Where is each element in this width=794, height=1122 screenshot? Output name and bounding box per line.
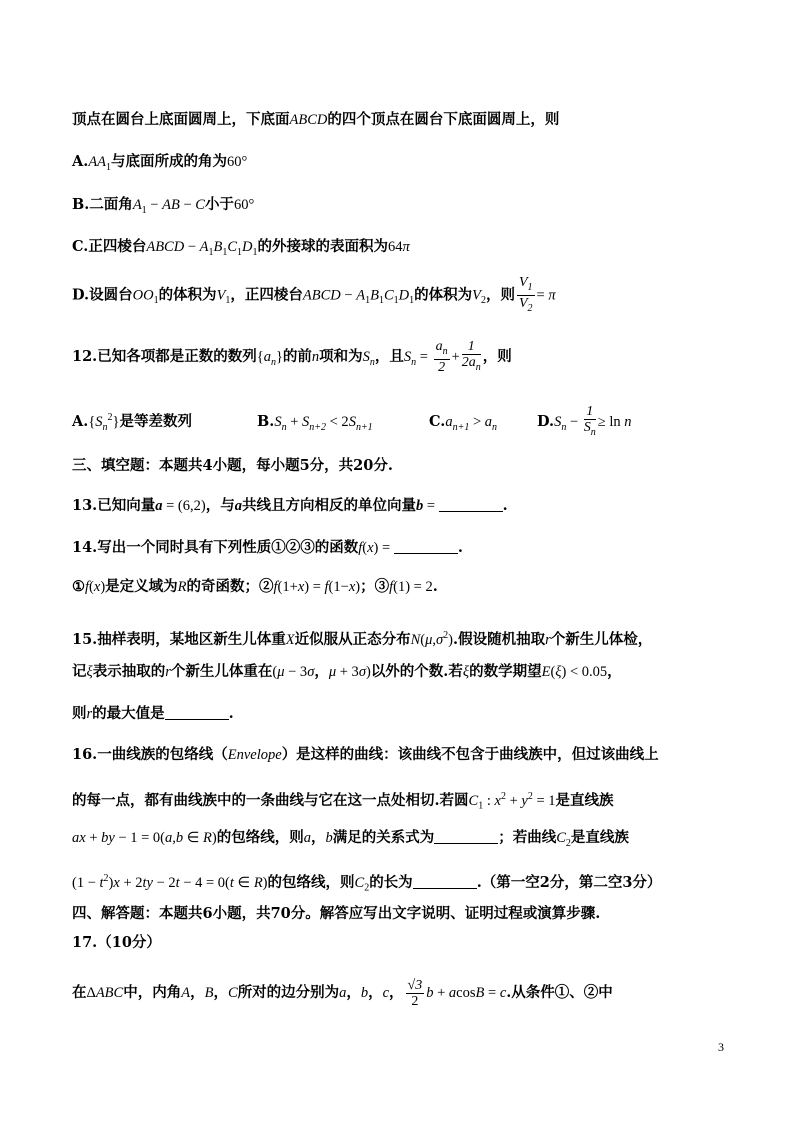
question-16-line-2: 的每一点，都有曲线族中的一条曲线与它在这一点处相切.若圆$C_1$ : $x^2 + y^2 = 1$是直线族	[72, 791, 614, 812]
section-3-heading: 三、填空题：本题共4小题，每小题5分，共20分.	[72, 457, 393, 474]
page-number: 3	[718, 1040, 724, 1054]
question-17-line-1: 在ΔABC中，内角A，B，C所对的边分别为a，b，c， $\frac{√3}{2}$ b + acosB = c.从条件①、②中	[72, 977, 613, 1009]
option-c: C.正四棱台ABCD − $A_1B_1C_1D_1$的外接球的表面积为64π	[72, 238, 410, 258]
option-a: $A.AA_1$与底面所成的角为60°	[72, 153, 248, 173]
option-d: D.设圆台$OO_1$的体积为$V_1$，正四棱台ABCD − $A_1B_1C_1D_1$的体积为$V_2$，则 $\frac{V_1}{V_2}$ = π	[72, 275, 556, 314]
question-15-line-2: 记ξ表示抽取的r个新生儿体重在(μ − 3σ，μ + 3σ)以外的个数.若ξ的数学期望E(ξ) < 0.05，	[72, 663, 622, 680]
question-14-props: ①f(x)是定义域为R的奇函数；②f(1+x) = f(1−x)；③f(1) = 2.	[72, 578, 438, 595]
question-16-line-4: $(1 - t^2)x + 2ty - 2t - 4 = 0(t$ ∈ R)的包络线，则$C_2$的长为 .（第一空2分，第二空3分）	[72, 873, 662, 894]
question-15-line-1: 15.抽样表明，某地区新生儿体重X近似服从正态分布$N(\mu,\sigma^2)$.假设随机抽取r个新生儿体检，	[72, 630, 653, 648]
question-15-line-3: 则r的最大值是 .	[72, 705, 234, 722]
question-14: 14.写出一个同时具有下列性质①②③的函数f(x) = .	[72, 539, 463, 556]
question-16-line-3: ax + by − 1 = 0(a,b ∈ R)的包络线，则a，b满足的关系式为 ；若曲线$C_2$是直线族	[72, 829, 629, 849]
text-line: 顶点在圆台上底面圆周上，下底面ABCD的四个顶点在圆台下底面圆周上，则	[72, 111, 560, 128]
question-13: 13.已知向量a = (6,2)，与a共线且方向相反的单位向量b = .	[72, 497, 508, 514]
question-16-line-1: 16.一曲线族的包络线（Envelope）是这样的曲线：该曲线不包含于曲线族中，但过该曲线上	[72, 746, 659, 763]
question-12: 12.已知各项都是正数的数列$\{a_n\}$的前n项和为$S_n$，且$S_n$ = $\frac{a_n}{2}$ + $\frac{1}{2a_n}$ ，则	[72, 339, 512, 375]
section-4-heading: 四、解答题：本题共6小题，共70分。解答应写出文字说明、证明过程或演算步骤.	[72, 905, 601, 922]
option-b: B.二面角$A_1$ − AB − C小于60°	[72, 196, 255, 216]
question-17-heading: 17.（10分）	[72, 934, 161, 951]
question-12-options: $A.\{S_n^2\}$是等差数列 $B.S_n + S_{n+2} < 2S_{n+1}$ $C.a_{n+1} > a_n$ $D.S_n$ − $\frac{1}{S_n}$ ≥ ln n	[72, 403, 632, 438]
